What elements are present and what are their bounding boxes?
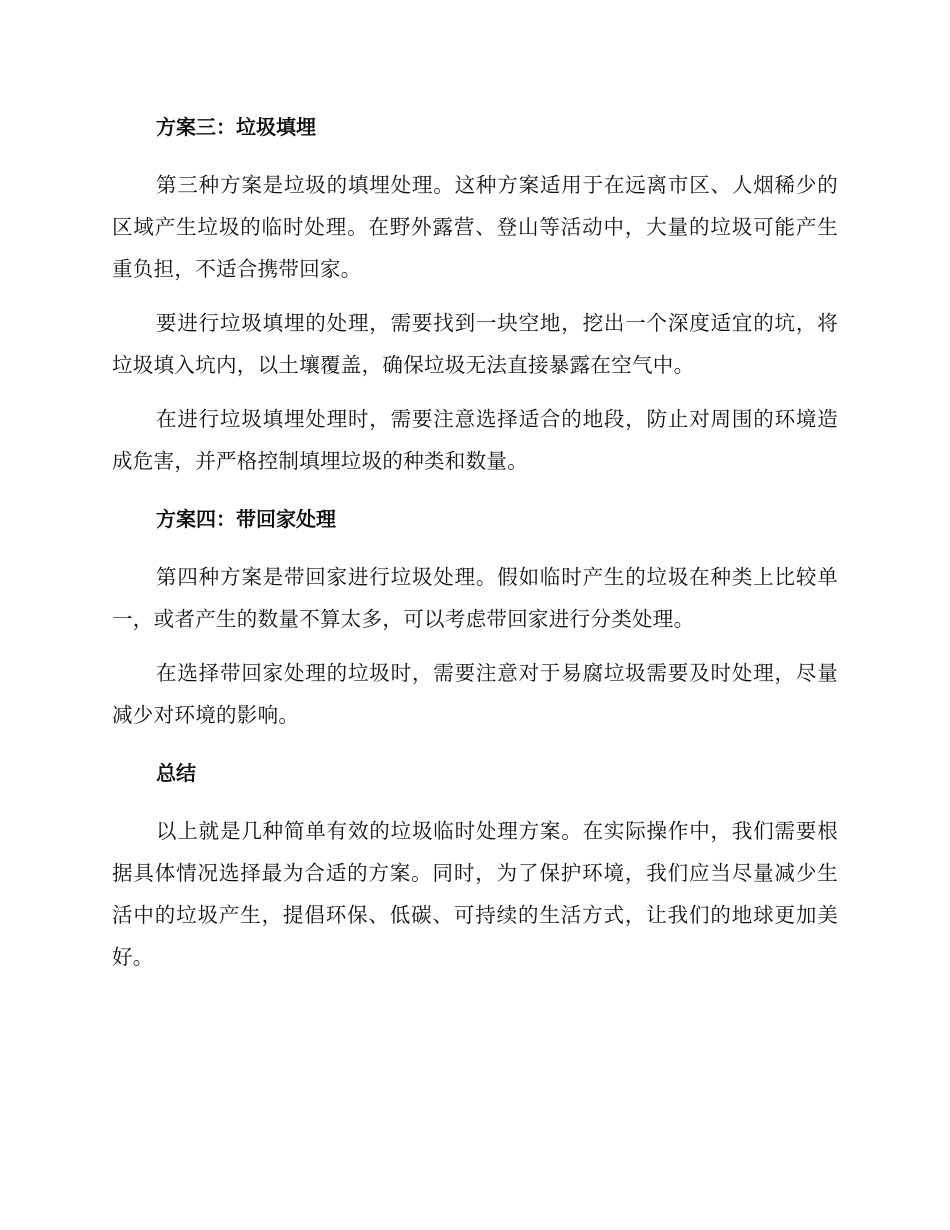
paragraph: 第四种方案是带回家进行垃圾处理。假如临时产生的垃圾在种类上比较单一，或者产生的数量不算太多，可以考虑带回家进行分类处理。 [112, 565, 838, 631]
paragraph: 以上就是几种简单有效的垃圾临时处理方案。在实际操作中，我们需要根据具体情况选择最为合适的方案。同时，为了保护环境，我们应当尽量减少生活中的垃圾产生，提倡环保、低碳、可持续的生活方式，让我们的地球更加美好。 [112, 819, 838, 969]
paragraph: 第三种方案是垃圾的填埋处理。这种方案适用于在远离市区、人烟稀少的区域产生垃圾的临时处理。在野外露营、登山等活动中，大量的垃圾可能产生重负担，不适合携带回家。 [112, 173, 838, 281]
section-heading-take-home: 方案四：带回家处理 [156, 507, 336, 531]
section-heading-landfill: 方案三：垃圾填埋 [156, 115, 316, 139]
paragraph: 在选择带回家处理的垃圾时，需要注意对于易腐垃圾需要及时处理，尽量减少对环境的影响。 [112, 661, 838, 727]
paragraph: 要进行垃圾填埋的处理，需要找到一块空地，挖出一个深度适宜的坑，将垃圾填入坑内，以土壤覆盖，确保垃圾无法直接暴露在空气中。 [112, 311, 838, 377]
section-heading-summary: 总结 [156, 761, 196, 785]
paragraph: 在进行垃圾填埋处理时，需要注意选择适合的地段，防止对周围的环境造成危害，并严格控制填埋垃圾的种类和数量。 [112, 407, 838, 473]
